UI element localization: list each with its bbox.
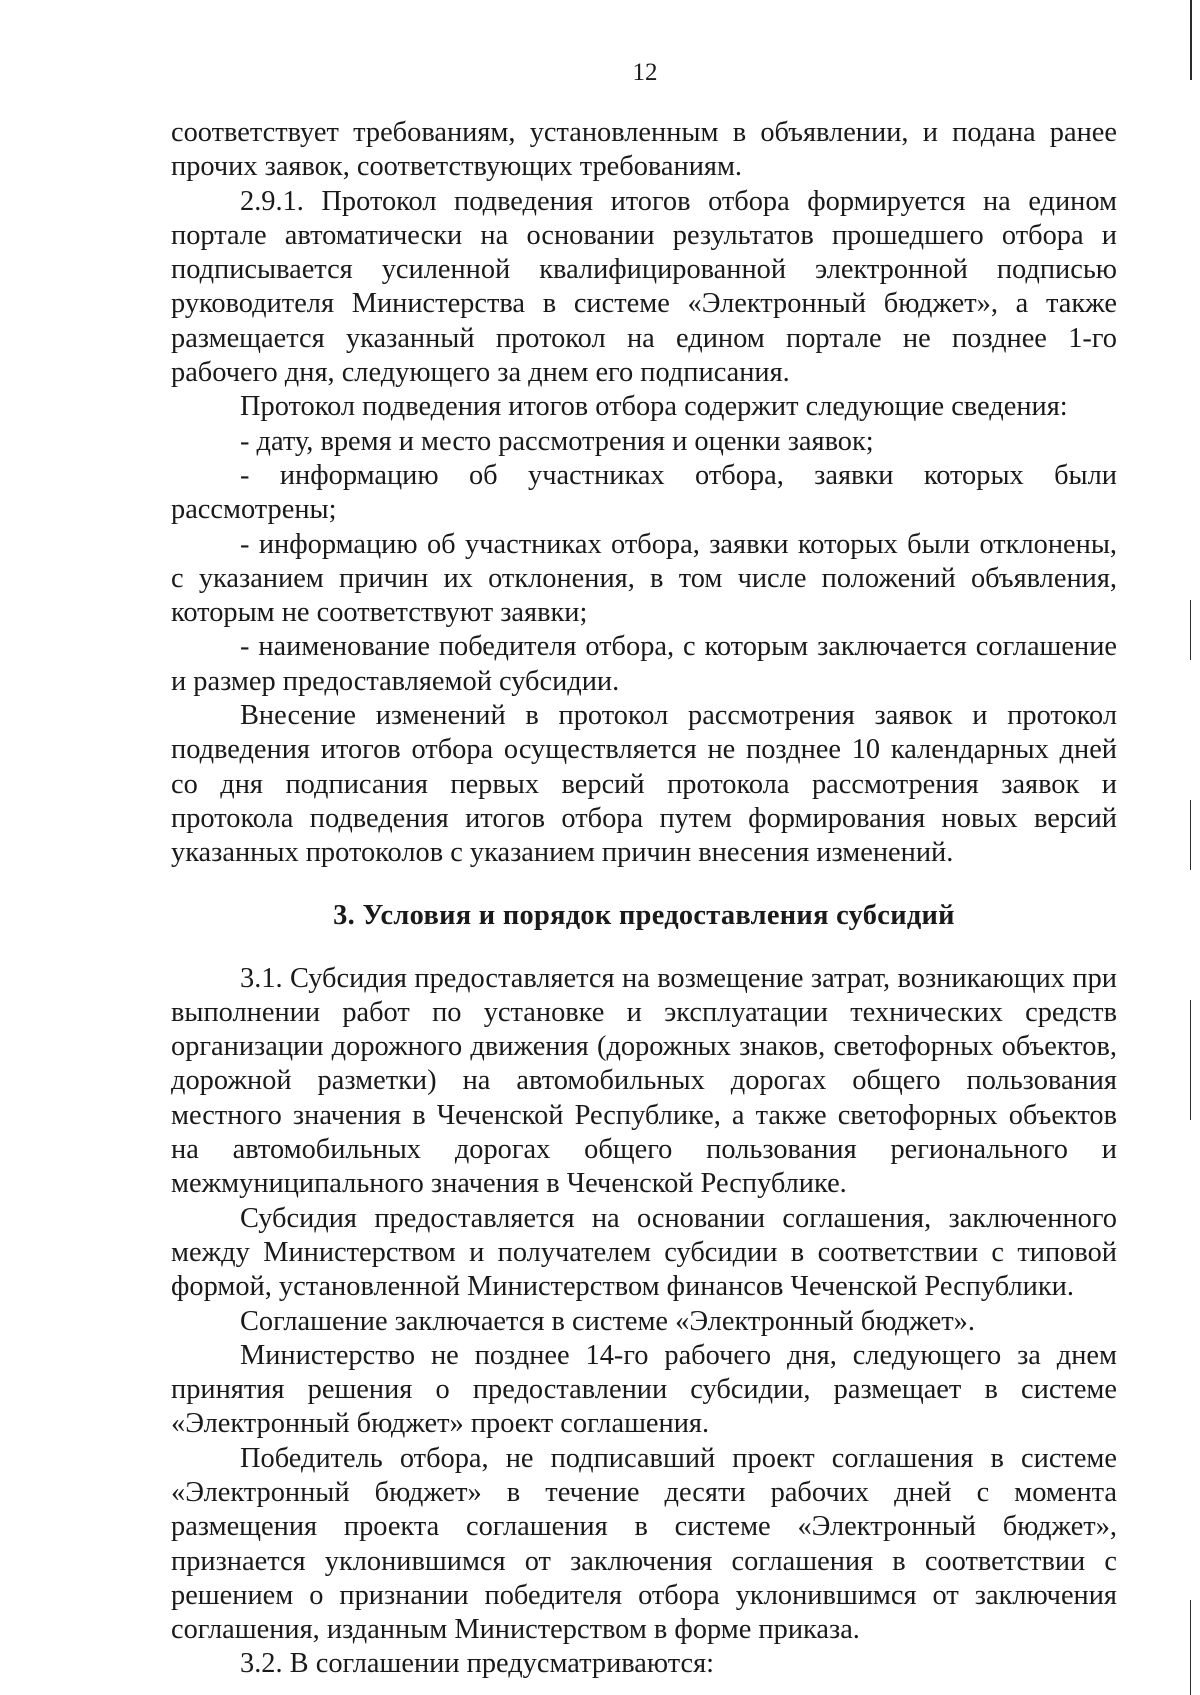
section-heading: 3. Условия и порядок предоставления субсидий bbox=[333, 899, 955, 931]
paragraph: Внесение изменений в протокол рассмотрения заявок и протокол подведения итогов отбора осуществляется не позднее 10 календарных дней со дня подписания первых версий протокола рассмотрения заявок и протокола подведения итогов отбора путем формирования новых версий указанных протоколов с указанием причин внесения изменений. bbox=[171, 700, 1117, 869]
list-item: - дату, время и место рассмотрения и оценки заявок; bbox=[240, 425, 874, 457]
paragraph: Соглашение заключается в системе «Электронный бюджет». bbox=[240, 1305, 975, 1337]
scan-edge-line bbox=[1190, 1600, 1191, 1695]
paragraph: Субсидия предоставляется на основании соглашения, заключенного между Министерством и получателем субсидии в соответствии с типовой формой, установленной Министерством финансов Чеченской Республики. bbox=[171, 1202, 1117, 1303]
document-body bbox=[171, 116, 1117, 1682]
list-item: - информацию об участниках отбора, заявки которых были рассмотрены; bbox=[171, 459, 1117, 526]
paragraph: 3.2. В соглашении предусматриваются: bbox=[240, 1648, 715, 1680]
scan-edge-line bbox=[1190, 0, 1192, 80]
list-item: - наименование победителя отбора, с которым заключается соглашение и размер предоставляемой субсидии. bbox=[171, 631, 1117, 697]
list-item: - информацию об участниках отбора, заявки которых были отклонены, с указанием причин их отклонения, в том числе положений объявления, которым не соответствуют заявки; bbox=[171, 528, 1117, 629]
scan-edge-line bbox=[1190, 600, 1191, 660]
paragraph: Министерство не позднее 14-го рабочего дня, следующего за днем принятия решения о предоставлении субсидии, размещает в системе «Электронный бюджет» проект соглашения. bbox=[171, 1339, 1117, 1440]
paragraph: Победитель отбора, не подписавший проект соглашения в системе «Электронный бюджет» в течение десяти рабочих дней с момента размещения проекта соглашения в системе «Электронный бюджет», признается уклонившимся от заключения соглашения в соответствии с решением о признании победителя отбора уклонившимся от заключения соглашения, изданным Министерством в форме приказа. bbox=[171, 1442, 1117, 1646]
paragraph: 3.1. Субсидия предоставляется на возмещение затрат, возникающих при выполнении работ по установке и эксплуатации технических средств организации дорожного движения (дорожных знаков, светофорных объектов, дорожной разметки) на автомобильных дорогах общего пользования местного значения в Чеченской Республике, а также светофорных объектов на автомобильных дорогах общего пользования регионального и межмуниципального значения в Чеченской Республике. bbox=[171, 962, 1117, 1200]
paragraph: 2.9.1. Протокол подведения итогов отбора формируется на едином портале автоматически на основании результатов прошедшего отбора и подписывается усиленной квалифицированной электронной подписью руководителя Министерства в системе «Электронный бюджет», а также размещается указанный протокол на едином портале не позднее 1-го рабочего дня, следующего за днем его подписания. bbox=[171, 185, 1117, 389]
scan-edge-line bbox=[1190, 1000, 1191, 1120]
paragraph: соответствует требованиям, установленным в объявлении, и подана ранее прочих заявок, соответствующих требованиям. bbox=[171, 117, 1117, 183]
page-number: 12 bbox=[632, 59, 658, 86]
scan-edge-line bbox=[1190, 800, 1191, 870]
paragraph: Протокол подведения итогов отбора содержит следующие сведения: bbox=[240, 391, 1068, 423]
